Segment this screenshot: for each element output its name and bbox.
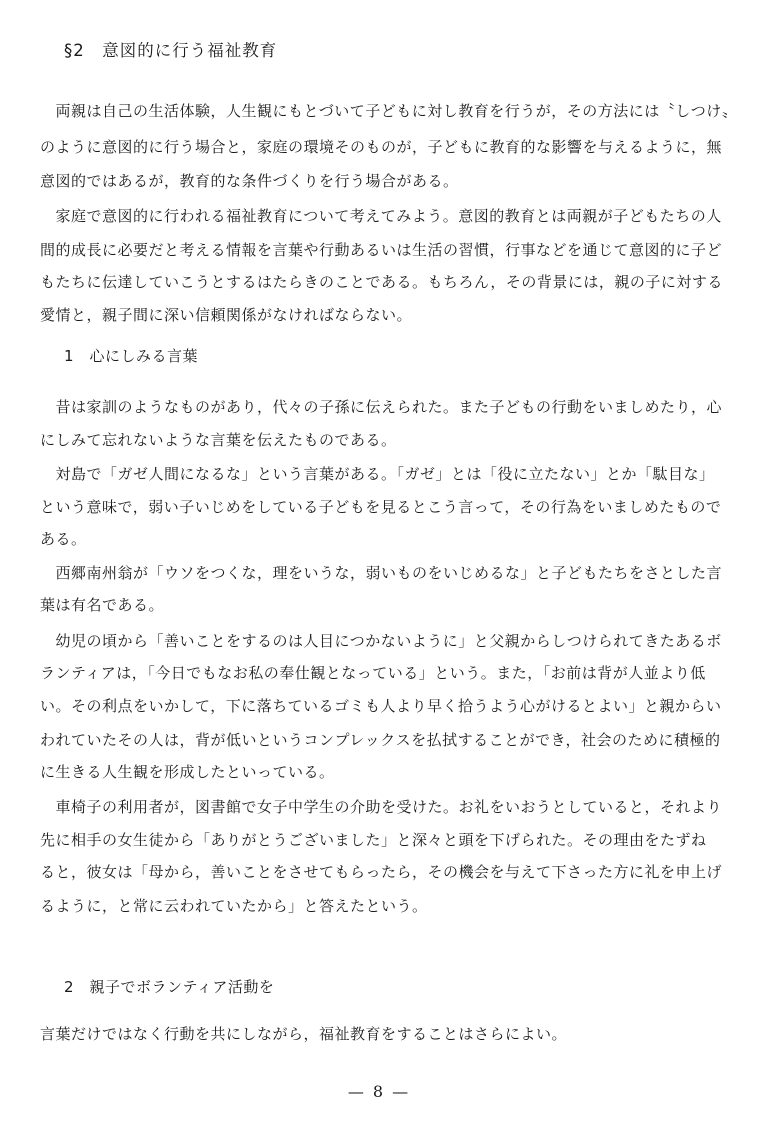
subsection-heading: 1 心にしみる言葉 (64, 347, 199, 365)
section-title: §2 意図的に行う福祉教育 (64, 41, 278, 60)
text-line: 意図的ではあるが，教育的な条件づくりを行う場合がある。 (40, 172, 459, 190)
text-line: 間的成長に必要だと考える情報を言葉や行動あるいは生活の習慣，行事などを通じて意図的に子ど (40, 241, 723, 259)
text-line: にしみて忘れないような言葉を伝えたものである。 (40, 431, 397, 449)
text-line: もたちに伝達していこうとするはたらきのことである。もちろん，その背景には，親の子に対する (40, 273, 723, 291)
text-line: 葉は有名である。 (40, 596, 165, 614)
text-line: 対島で「ガゼ人間になるな」という言葉がある。「ガゼ」とは「役に立たない」とか「駄目な」 (40, 465, 715, 483)
text-line: という意味で，弱い子いじめをしている子どもを見るとこう言って，その行為をいましめたもので (40, 498, 722, 516)
text-line: 車椅子の利用者が，図書館で女子中学生の介助を受けた。お礼をいおうとしていると，それより (40, 798, 723, 816)
subsection-heading: 2 親子でボランティア活動を (64, 978, 275, 996)
text-line: 家庭で意図的に行われる福祉教育について考えてみよう。意図的教育とは両親が子どもたちの人 (40, 207, 722, 225)
text-line: 昔は家訓のようなものがあり，代々の子孫に伝えられた。また子どもの行動をいましめたり，心 (40, 398, 723, 416)
text-line: るように，と常に云われていたから」と答えたという。 (40, 897, 428, 915)
text-line: 言葉だけではなく行動を共にしながら，福祉教育をすることはさらによい。 (40, 1025, 568, 1043)
text-line: い。その利点をいかして，下に落ちているゴミも人より早く拾うよう心がけるとよい」と親からい (40, 697, 722, 715)
text-line: 先に相手の女生徒から「ありがとうございました」と深々と頭を下げられた。その理由をたずね (40, 831, 707, 849)
text-line: われていたその人は，背が低いというコンプレックスを払拭することができ，社会のために積極的 (40, 731, 721, 749)
text-line: 両親は自己の生活体験，人生観にもとづいて子どもに対し教育を行うが，その方法には〝しつけ〟 (40, 102, 738, 120)
text-line: ある。 (40, 530, 87, 548)
text-line: に生きる人生観を形成したといっている。 (40, 763, 335, 781)
text-line: ると，彼女は「母から，善いことをさせてもらったら，その機会を与えて下さった方に礼を申上げ (40, 863, 723, 881)
page-number: — 8 — (347, 1082, 411, 1101)
text-line: 幼児の頃から「善いことをするのは人目につかないように」と父親からしつけられてきたあるボ (40, 632, 722, 650)
text-line: 愛情と，親子間に深い信頼関係がなければならない。 (40, 306, 413, 324)
text-line: 西郷南州翁が「ウソをつくな，理をいうな，弱いものをいじめるな」と子どもたちをさとした言 (40, 564, 723, 582)
text-line: ランティアは，「今日でもなお私の奉仕観となっている」という。また，「お前は背が人並より低 (40, 664, 706, 682)
text-line: のように意図的に行う場合と，家庭の環境そのものが，子どもに教育的な影響を与えるように，無 (40, 138, 723, 156)
